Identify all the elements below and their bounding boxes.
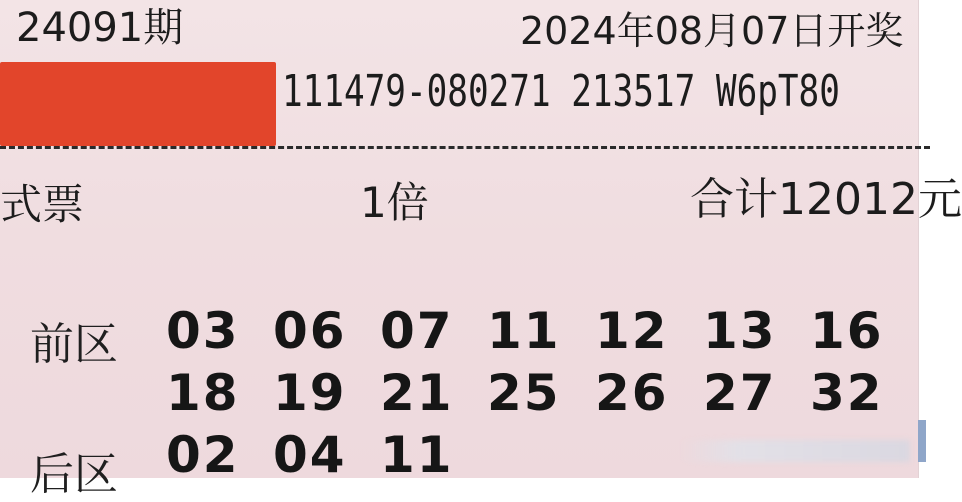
back-number: 02 — [166, 426, 240, 484]
draw-date: 2024年08月07日开奖 — [520, 9, 904, 53]
front-number: 25 — [487, 364, 561, 422]
front-number: 12 — [595, 302, 669, 360]
blurred-watermark — [680, 440, 910, 462]
multiplier: 1倍 — [360, 178, 429, 227]
total-amount: 合计12012元 — [690, 174, 962, 225]
front-number: 03 — [166, 302, 240, 360]
ticket-serial: 111479-080271 213517 W6pT80 — [282, 66, 840, 117]
front-number: 18 — [166, 364, 240, 422]
front-number: 21 — [380, 364, 454, 422]
front-number: 26 — [595, 364, 669, 422]
front-number: 32 — [810, 364, 884, 422]
issue-number: 24091期 — [16, 5, 184, 51]
front-number: 06 — [273, 302, 347, 360]
front-number: 16 — [810, 302, 884, 360]
scrollbar-edge — [918, 420, 926, 462]
dashed-divider — [0, 146, 930, 149]
play-type: 式票 — [0, 180, 85, 229]
front-zone-label: 前区 — [30, 319, 118, 370]
back-number: 04 — [273, 426, 347, 484]
front-number: 11 — [487, 302, 561, 360]
back-number: 11 — [380, 426, 454, 484]
front-number: 13 — [703, 302, 777, 360]
back-zone-label: 后区 — [30, 449, 118, 500]
front-number: 27 — [703, 364, 777, 422]
redaction-block — [0, 62, 276, 146]
front-number: 07 — [380, 302, 454, 360]
front-number: 19 — [273, 364, 347, 422]
